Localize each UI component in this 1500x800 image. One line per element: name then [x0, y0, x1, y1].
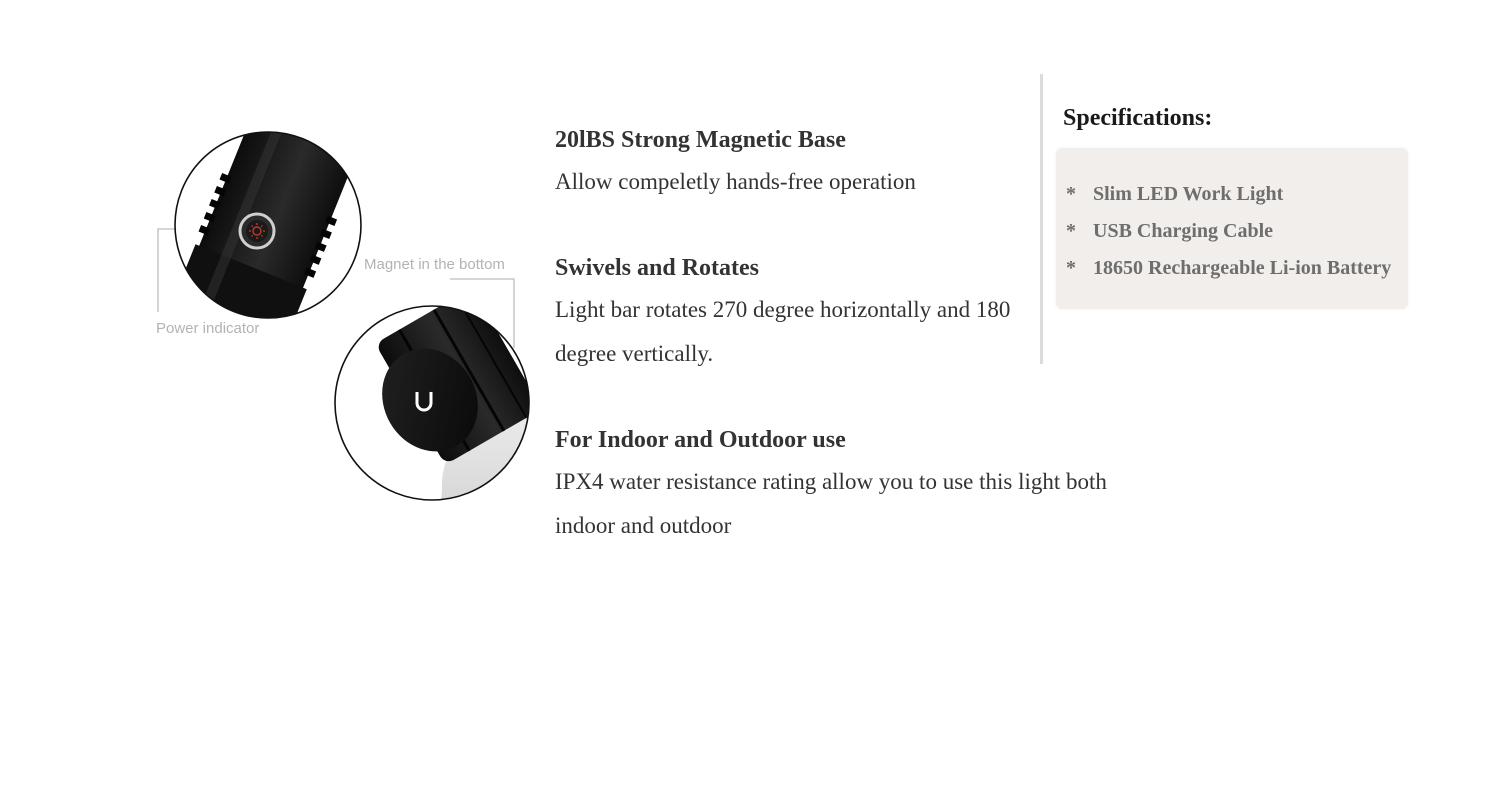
spec-item-label: Slim LED Work Light	[1093, 183, 1284, 205]
specifications-title: Specifications:	[1063, 105, 1213, 131]
magnet-bottom-label: Magnet in the bottom	[364, 256, 505, 273]
power-indicator-label: Power indicator	[156, 320, 260, 337]
feature-description: IPX4 water resistance rating allow you to use this light both indoor and outdoor	[555, 469, 1107, 538]
spec-item	[1066, 213, 1408, 250]
spec-item-label: USB Charging Cable	[1093, 220, 1274, 242]
bullet-marker: *	[1066, 220, 1076, 242]
spec-item-label: 18650 Rechargeable Li-ion Battery	[1093, 257, 1392, 279]
magnet-base-closeup	[330, 288, 540, 510]
product-illustration	[140, 120, 540, 510]
specifications-panel	[1056, 100, 1408, 309]
feature-description: Allow compeletly hands-free operation	[555, 169, 916, 194]
bullet-marker: *	[1066, 257, 1076, 279]
feature-title: Swivels and Rotates	[555, 255, 760, 281]
feature-title: For Indoor and Outdoor use	[555, 427, 846, 453]
bullet-marker: *	[1066, 183, 1076, 205]
spec-item	[1066, 176, 1408, 213]
feature-description: Light bar rotates 270 degree horizontally and 180 degree vertically.	[555, 297, 1011, 366]
specifications-box	[1056, 148, 1408, 309]
spec-item	[1066, 250, 1408, 287]
power-button-icon	[240, 214, 274, 248]
section-divider	[1040, 74, 1043, 364]
feature-title: 20lBS Strong Magnetic Base	[555, 127, 846, 153]
flashlight-detail-graphic	[140, 120, 540, 510]
feature-indoor-outdoor	[555, 420, 1155, 548]
